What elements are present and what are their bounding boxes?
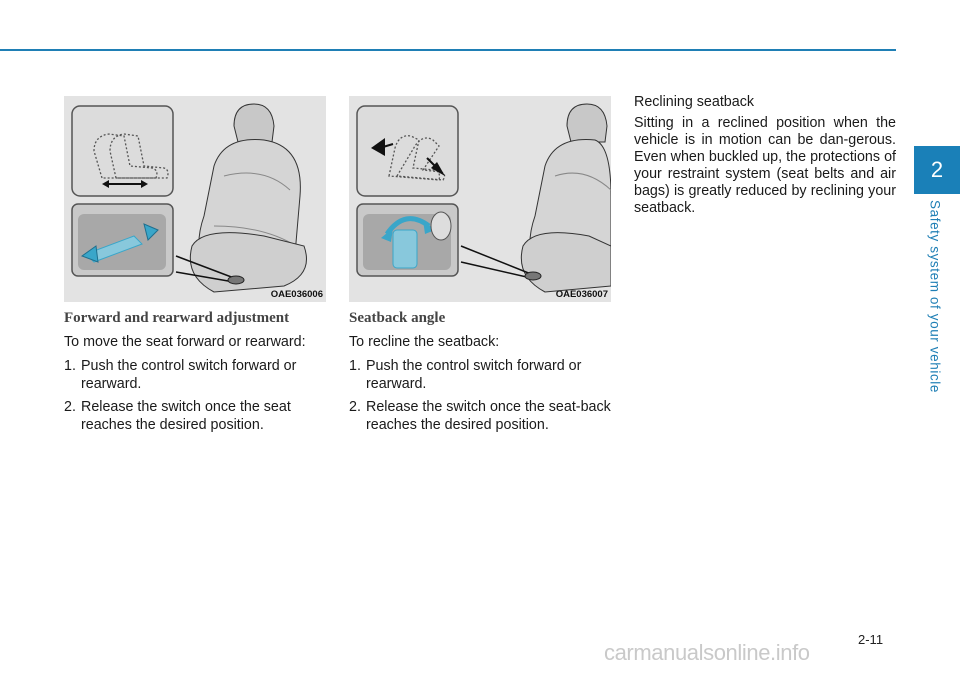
step-number: 1. <box>349 358 361 374</box>
list-item <box>349 398 611 434</box>
chapter-number: 2 <box>930 157 944 182</box>
step-number: 1. <box>64 358 76 374</box>
section-reclining-seatback <box>634 94 896 217</box>
step-text: Push the control switch forward or rearward. <box>366 358 582 392</box>
list-item <box>64 398 326 434</box>
step-text: Release the switch once the seat reaches the desired position. <box>81 399 291 433</box>
header-rule <box>0 49 896 51</box>
section-body: Sitting in a reclined position when the vehicle is in motion can be dan-gerous. Even when buckled up, the protections of your restraint system (seat belts and air bags) is greatly reduced by reclining your seatback. <box>634 115 896 216</box>
page-number: 2-11 <box>858 632 884 647</box>
section-heading: Reclining seatback <box>634 94 755 110</box>
seatback-angle-illustration <box>349 96 611 302</box>
step-text: Release the switch once the seat-back reaches the desired position. <box>366 399 611 433</box>
step-number: 2. <box>349 399 361 415</box>
step-text: Push the control switch forward or rearward. <box>81 358 297 392</box>
watermark: carmanualsonline.info <box>604 640 810 665</box>
figure-seatback-angle <box>349 96 611 302</box>
figure-seat-forward-rearward <box>64 96 326 302</box>
list-item <box>349 357 611 393</box>
section-heading: Seatback angle <box>349 310 446 326</box>
section-forward-rearward <box>64 309 326 439</box>
step-number: 2. <box>64 399 76 415</box>
steps-list <box>349 357 611 434</box>
section-heading: Forward and rearward adjustment <box>64 310 290 326</box>
chapter-title-vertical <box>922 200 948 400</box>
section-intro: To recline the seatback: <box>349 334 500 350</box>
chapter-tab <box>914 146 960 194</box>
list-item <box>64 357 326 393</box>
figure-code: OAE036006 <box>270 289 323 300</box>
figure-code: OAE036007 <box>555 289 608 300</box>
section-seatback-angle <box>349 309 611 439</box>
section-intro: To move the seat forward or rearward: <box>64 334 306 350</box>
seat-forward-illustration <box>64 96 326 302</box>
chapter-title: Safety system of your vehicle <box>927 200 943 393</box>
steps-list <box>64 357 326 434</box>
